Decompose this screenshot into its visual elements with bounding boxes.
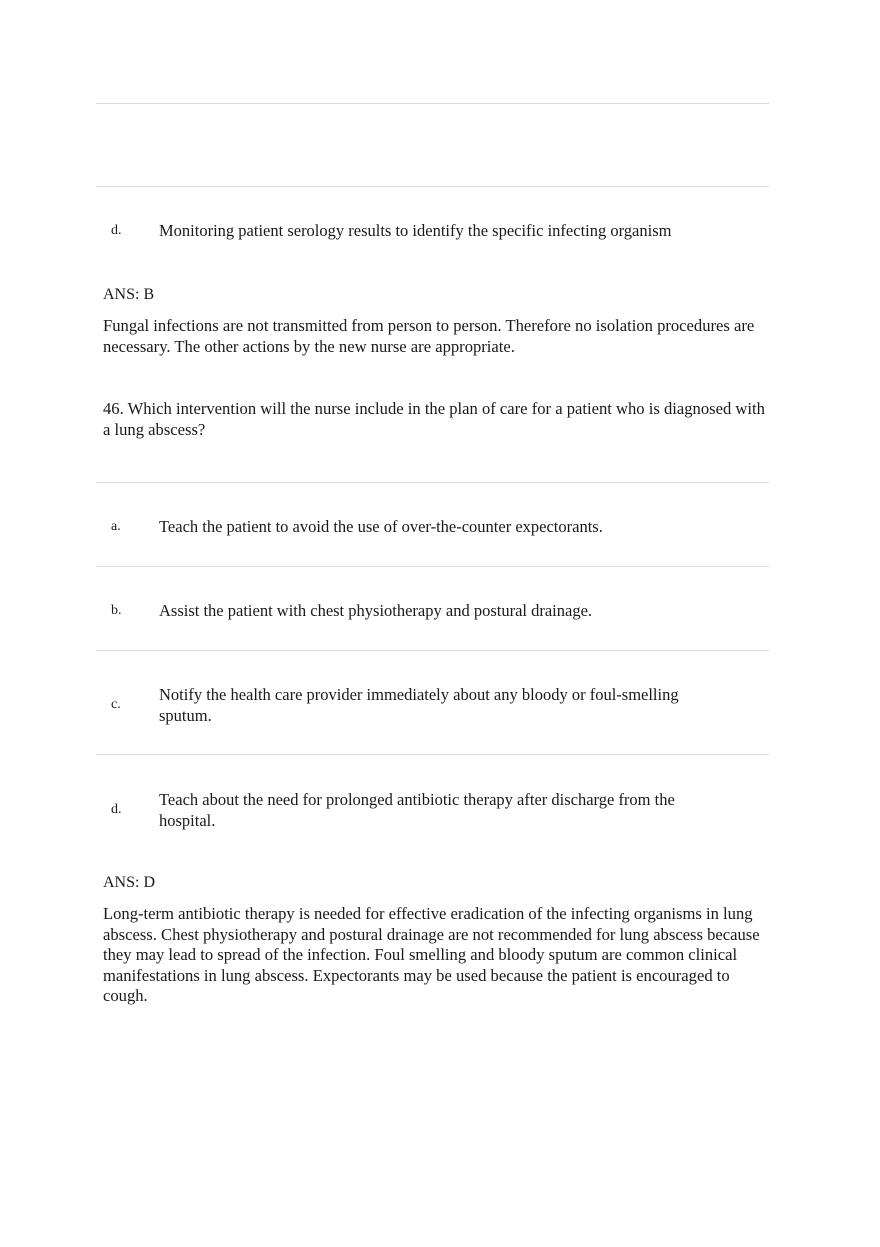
option-letter: c. <box>111 697 121 712</box>
option-text: Teach the patient to avoid the use of over-the-counter expectorants. <box>159 517 603 536</box>
rationale-paragraph: Fungal infections are not transmitted from person to person. Therefore no isolation procedures are necessary. The other actions by the new nurse are appropriate. <box>103 316 755 356</box>
table-divider <box>96 186 769 187</box>
table-divider <box>96 650 769 651</box>
table-divider <box>96 754 769 755</box>
option-letter: b. <box>111 603 122 618</box>
option-text: Assist the patient with chest physiotherapy and postural drainage. <box>159 601 593 620</box>
table-divider <box>96 103 769 104</box>
option-letter: a. <box>111 519 121 534</box>
option-letter: d. <box>111 223 122 238</box>
option-text: Notify the health care provider immediately about any bloody or foul-smelling sputum. <box>159 685 679 725</box>
question-stem: 46. Which intervention will the nurse include in the plan of care for a patient who is diagnosed with a lung abscess? <box>103 399 765 439</box>
option-text: Teach about the need for prolonged antibiotic therapy after discharge from the hospital. <box>159 790 675 830</box>
table-divider <box>96 482 769 483</box>
rationale-paragraph: Long-term antibiotic therapy is needed for effective eradication of the infecting organisms in lung abscess. Chest physiotherapy and postural drainage are not recommended for lung abscess because they may lead to spread of the infection. Foul smelling and bloody sputum are common clinical manifestations in lung abscess. Expectorants may be used because the patient is encouraged to cough. <box>103 904 760 1005</box>
option-letter: d. <box>111 802 122 817</box>
table-divider <box>96 566 769 567</box>
option-text: Monitoring patient serology results to identify the specific infecting organism <box>159 221 672 240</box>
answer-label: ANS: B <box>103 286 155 303</box>
answer-label: ANS: D <box>103 874 156 891</box>
